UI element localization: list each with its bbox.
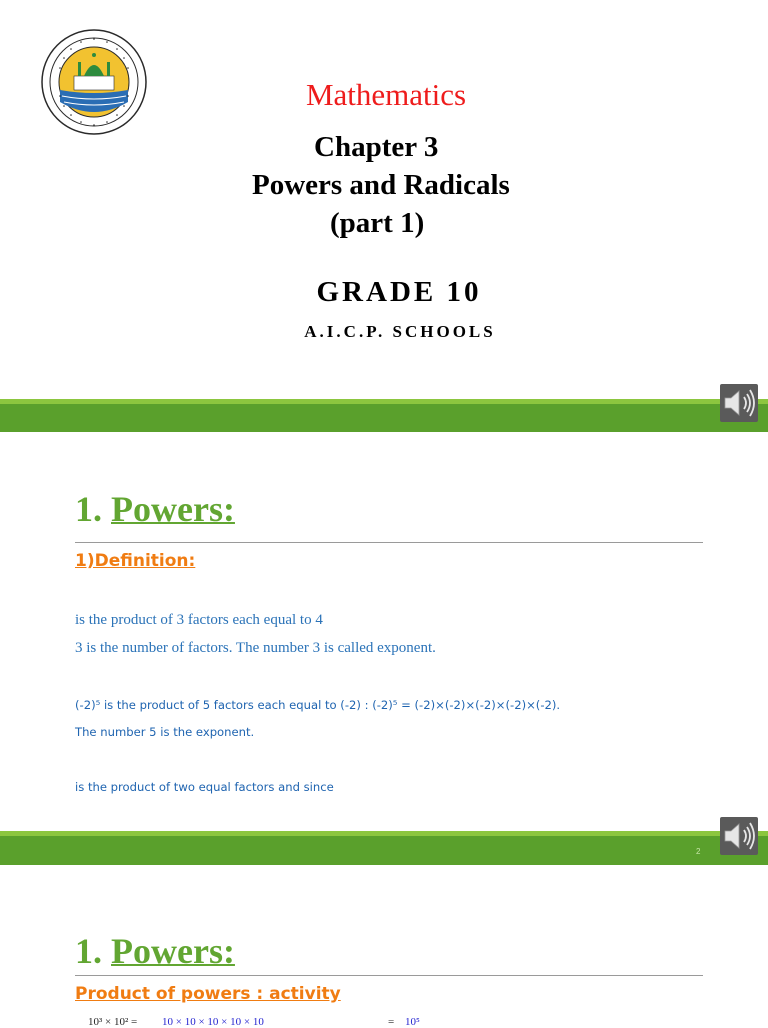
definition-line-4: The number 5 is the exponent. — [75, 725, 255, 739]
definition-subheading: 1)Definition: — [75, 551, 196, 571]
activity-subheading: Product of powers : activity — [75, 984, 341, 1004]
definition-line-3: (-2)⁵ is the product of 5 factors each equal to (-2) : (-2)⁵ = (-2)×(-2)×(-2)×(-2)×(-2). — [75, 698, 561, 712]
chapter-title: Powers and Radicals — [252, 169, 510, 201]
school-name: A.I.C.P. SCHOOLS — [304, 322, 496, 341]
section-number: 1. — [75, 489, 102, 529]
speaker-icon[interactable] — [720, 384, 758, 422]
equation-result: 10⁵ — [405, 1016, 420, 1028]
chapter-label: Chapter 3 — [314, 131, 439, 163]
section-heading — [75, 930, 235, 972]
slide-number: 2 — [696, 847, 701, 856]
section-title: Powers: — [111, 489, 235, 529]
equation-expansion: 10 × 10 × 10 × 10 × 10 — [162, 1016, 264, 1028]
heading-rule — [75, 542, 703, 543]
equation-equals: = — [388, 1016, 395, 1028]
slide-divider-band — [0, 836, 768, 865]
definition-line-5: is the product of two equal factors and since — [75, 780, 334, 794]
section-number: 1. — [75, 931, 102, 971]
definition-line-1: is the product of 3 factors each equal to 4 — [75, 612, 323, 628]
speaker-icon[interactable] — [720, 817, 758, 855]
definition-line-2: 3 is the number of factors. The number 3 is called exponent. — [75, 640, 436, 656]
heading-rule — [75, 975, 703, 976]
section-heading — [75, 488, 235, 530]
grade-label: GRADE 10 — [316, 276, 482, 308]
subject-title: Mathematics — [305, 77, 467, 112]
slide-divider-band — [0, 404, 768, 432]
chapter-part: (part 1) — [330, 207, 425, 239]
equation-left: 10³ × 10² = — [88, 1016, 138, 1028]
section-title: Powers: — [111, 931, 235, 971]
